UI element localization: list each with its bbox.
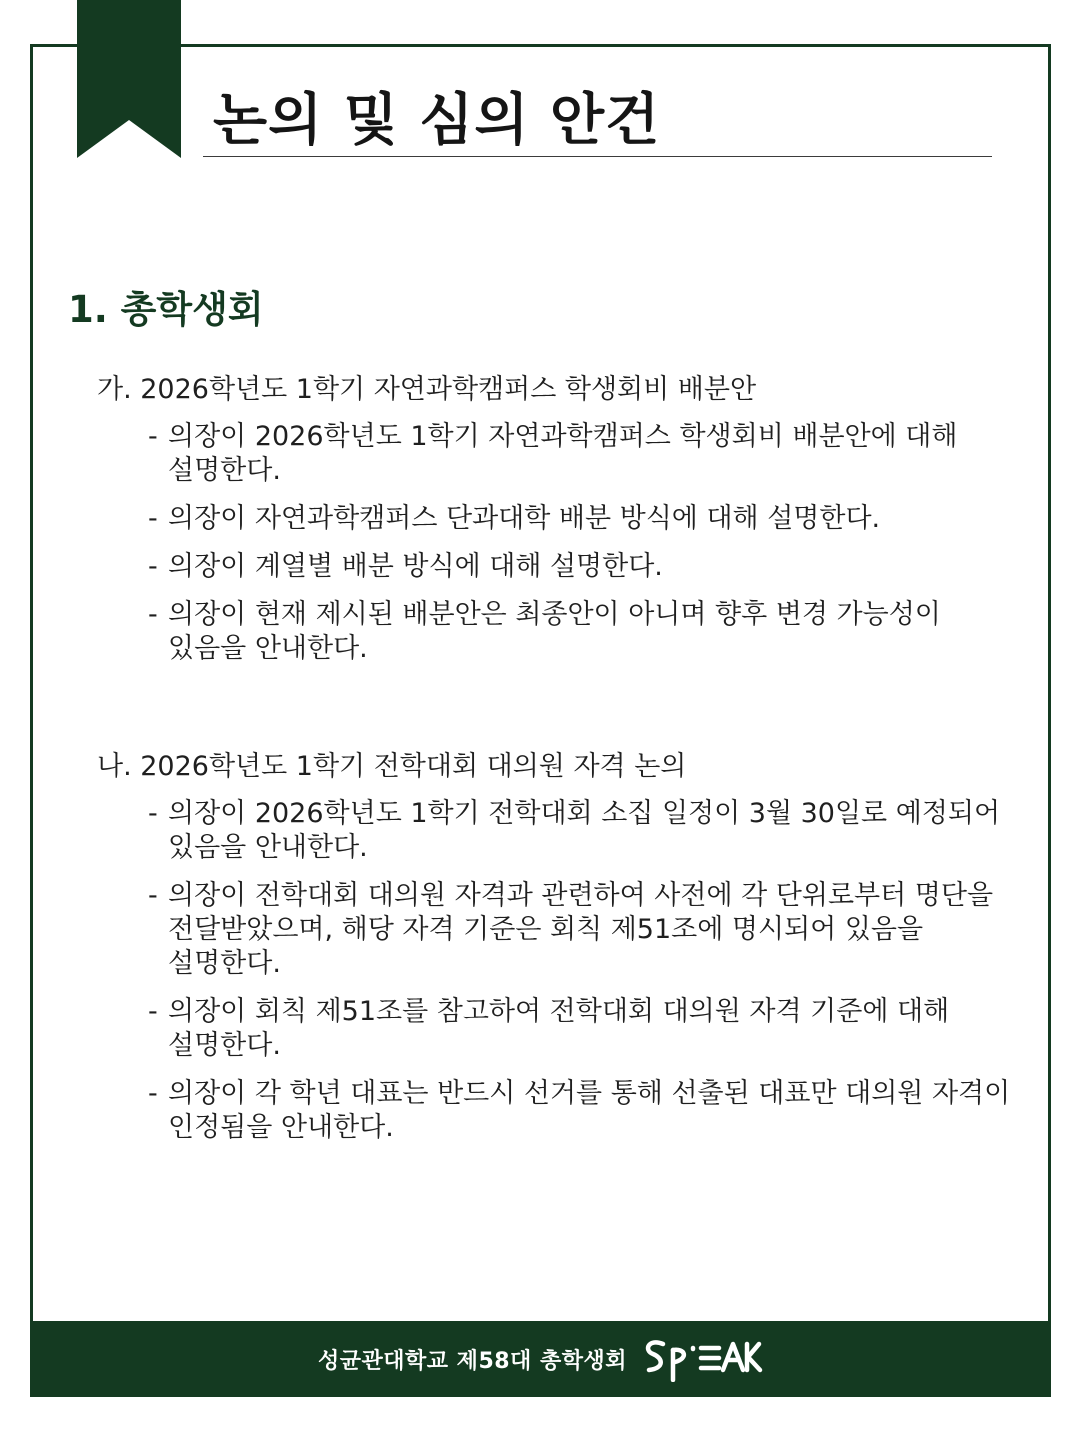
document-frame: [30, 44, 1051, 1397]
footer-organization: 성균관대학교 제58대 총학생회: [318, 1348, 627, 1374]
bullet-text: 의장이 자연과학캠퍼스 단과대학 배분 방식에 대해 설명한다.: [168, 503, 881, 534]
agenda-bullet-list: [97, 797, 1027, 1145]
bullet-text: 의장이 2026학년도 1학기 자연과학캠퍼스 학생회비 배분안에 대해 설명한다.: [168, 421, 958, 486]
agenda-item-na: [97, 750, 1027, 1159]
bullet-text: 의장이 각 학년 대표는 반드시 선거를 통해 선출된 대표만 대의원 자격이 인정됨을 안내한다.: [168, 1078, 1011, 1143]
bullet-text: 의장이 회칙 제51조를 참고하여 전학대회 대의원 자격 기준에 대해 설명한다.: [168, 996, 950, 1061]
speak-logo: [641, 1334, 763, 1384]
bookmark-ribbon-icon: [77, 0, 181, 158]
bullet-marker: -: [148, 421, 158, 452]
bullet-marker: -: [148, 880, 158, 911]
bullet-marker: -: [148, 798, 158, 829]
bullet-text: 의장이 계열별 배분 방식에 대해 설명한다.: [168, 551, 663, 582]
title-divider: [203, 156, 992, 157]
bullet-marker: -: [148, 503, 158, 534]
agenda-bullet: [148, 550, 1027, 584]
agenda-item-ga: [97, 373, 1027, 680]
bullet-marker: -: [148, 996, 158, 1027]
agenda-bullet: [148, 797, 1027, 865]
agenda-bullet-list: [97, 420, 1027, 666]
agenda-bullet: [148, 420, 1027, 488]
bullet-marker: -: [148, 1078, 158, 1109]
bullet-text: 의장이 전학대회 대의원 자격과 관련하여 사전에 각 단위로부터 명단을 전달받았으며, 해당 자격 기준은 회칙 제51조에 명시되어 있음을 설명한다.: [168, 880, 994, 979]
bullet-marker: -: [148, 551, 158, 582]
bullet-text: 의장이 2026학년도 1학기 전학대회 소집 일정이 3월 30일로 예정되어 있음을 안내한다.: [168, 798, 1001, 863]
speak-logo-icon: [641, 1336, 763, 1382]
agenda-bullet: [148, 598, 1027, 666]
agenda-title: 가. 2026학년도 1학기 자연과학캠퍼스 학생회비 배분안: [97, 374, 757, 405]
agenda-bullet: [148, 879, 1027, 981]
bullet-text: 의장이 현재 제시된 배분안은 최종안이 아니며 향후 변경 가능성이 있음을 안내한다.: [168, 599, 941, 664]
agenda-bullet: [148, 1077, 1027, 1145]
bullet-marker: -: [148, 599, 158, 630]
section-heading: 1. 총학생회: [68, 288, 264, 331]
agenda-bullet: [148, 995, 1027, 1063]
footer-bar: [30, 1321, 1051, 1397]
agenda-bullet: [148, 502, 1027, 536]
agenda-title: 나. 2026학년도 1학기 전학대회 대의원 자격 논의: [97, 751, 687, 782]
page-title: 논의 및 심의 안건: [213, 88, 661, 153]
